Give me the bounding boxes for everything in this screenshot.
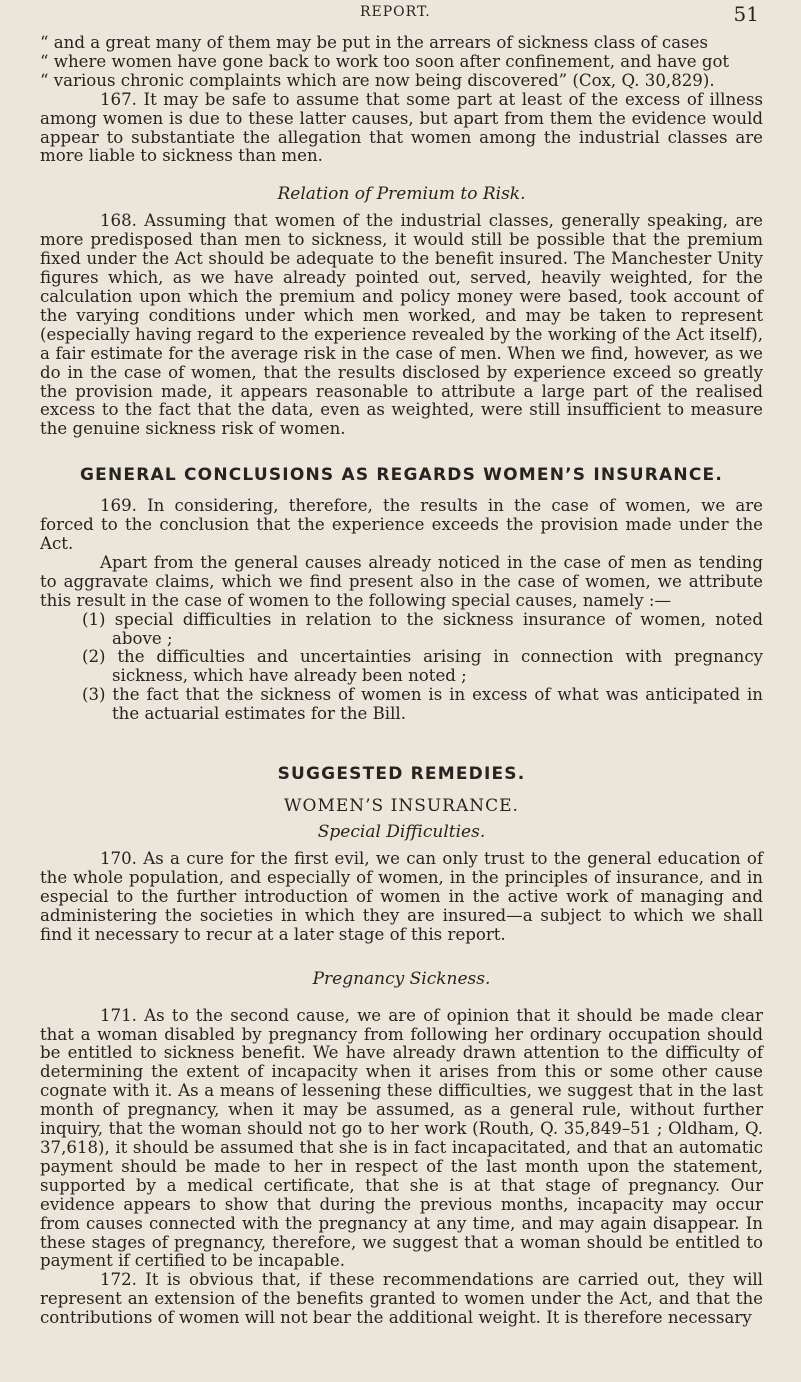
- paragraph-172: 172. It is obvious that, if these recommendations are carried out, they will represent an extension of the benefits granted to women under the Act, and that the contributions of women will not bear the additional weight. It is therefore necessary: [40, 1270, 763, 1328]
- paragraph-169: 169. In considering, therefore, the results in the case of women, we are forced to the conclusion that the experience exceeds the provision made under the Act.: [40, 496, 763, 554]
- paragraph-168: 168. Assuming that women of the industrial classes, generally speaking, are more predisposed than men to sickness, it would still be possible that the premium fixed under the Act should be adequate to the benefit insured. The Manchester Unity figures which, as we have already pointed out, served, heavily weighted, for the calculation upon which the premium and policy money were based, took account of the varying conditions under which men worked, and may be taken to represent (especially having regard to the experience revealed by the working of the Act itself), a fair estimate for the average risk in the case of men. When we find, however, as we do in the case of women, that the results disclosed by experience exceed so greatly the provision made, it appears reasonable to attribute a large part of the realised excess to the fact that the data, even as weighted, were still insufficient to measure the genuine sickness risk of women.: [40, 211, 763, 439]
- heading-womens-insurance: WOMEN’S INSURANCE.: [284, 796, 519, 817]
- page-header: [40, 4, 763, 34]
- subheading-special-difficulties: Special Difficulties.: [317, 822, 486, 843]
- list-item: (3) the fact that the sickness of women is in excess of what was anticipated in the actuarial estimates for the Bill.: [82, 685, 763, 724]
- page-number: 51: [733, 2, 759, 26]
- paragraph-167: 167. It may be safe to assume that some part at least of the excess of illness among women is due to these latter causes, but apart from them the evidence would appear to substantiate the allegation that women among the industrial classes are more liable to sickness than men.: [40, 89, 763, 166]
- special-causes-list: [40, 611, 763, 724]
- paragraph-170: 170. As a cure for the first evil, we can only trust to the general education of the whole population, and especially of women, in the principles of insurance, and in especial to the further introduction of women in the active work of managing and administering the societies in which they are insured—a subject to which we shall find it necessary to recur at a later stage of this report.: [40, 849, 763, 944]
- paragraph-171: 171. As to the second cause, we are of opinion that it should be made clear that a woman disabled by pregnancy from following her ordinary occupation should be entitled to sickness benefit. We have already drawn attention to the difficulty of determining the extent of incapacity when it arises from this or some other cause cognate with it. As a means of lessening these difficulties, we suggest that in the last month of pregnancy, when it may be assumed, as a general rule, without further inquiry, that the woman should not go to her work (Routh, Q. 35,849–51 ; Oldham, Q. 37,618), it should be assumed that she is in fact incapacitated, and that an automatic payment should be made to her in respect of the last month upon the statement, supported by a medical certificate, that she is at that stage of pregnancy. Our evidence appears to show that during the previous months, incapacity may occur from causes connected with the pregnancy at any time, and may again disappear. In these stages of pregnancy, therefore, we suggest that a woman should be entitled to payment if certified to be incapable.: [40, 1005, 763, 1271]
- paragraph-169-continued: Apart from the general causes already noticed in the case of men as tending to aggravate claims, which we find present also in the case of women, we attribute this result in the case of women to the following special causes, namely :—: [40, 552, 763, 610]
- list-item: (1) special difficulties in relation to the sickness insurance of women, noted above ;: [82, 609, 763, 648]
- quote-line-1: “ and a great many of them may be put in the arrears of sickness class of cases: [40, 33, 708, 52]
- heading-general-conclusions: GENERAL CONCLUSIONS AS REGARDS WOMEN’S INSURANCE.: [80, 465, 723, 486]
- running-head: REPORT.: [360, 4, 431, 20]
- heading-suggested-remedies: SUGGESTED REMEDIES.: [277, 764, 526, 785]
- subheading-pregnancy-sickness: Pregnancy Sickness.: [312, 968, 491, 989]
- subheading-relation-of-premium: Relation of Premium to Risk.: [277, 184, 526, 205]
- quote-line-3: “ various chronic complaints which are now being discovered” (Cox, Q. 30,829).: [40, 70, 715, 90]
- quote-line-2: “ where women have gone back to work too soon after confinement, and have got: [40, 51, 730, 71]
- list-item: (2) the difficulties and uncertainties arising in connection with pregnancy sickness, which have already been noted ;: [82, 647, 763, 686]
